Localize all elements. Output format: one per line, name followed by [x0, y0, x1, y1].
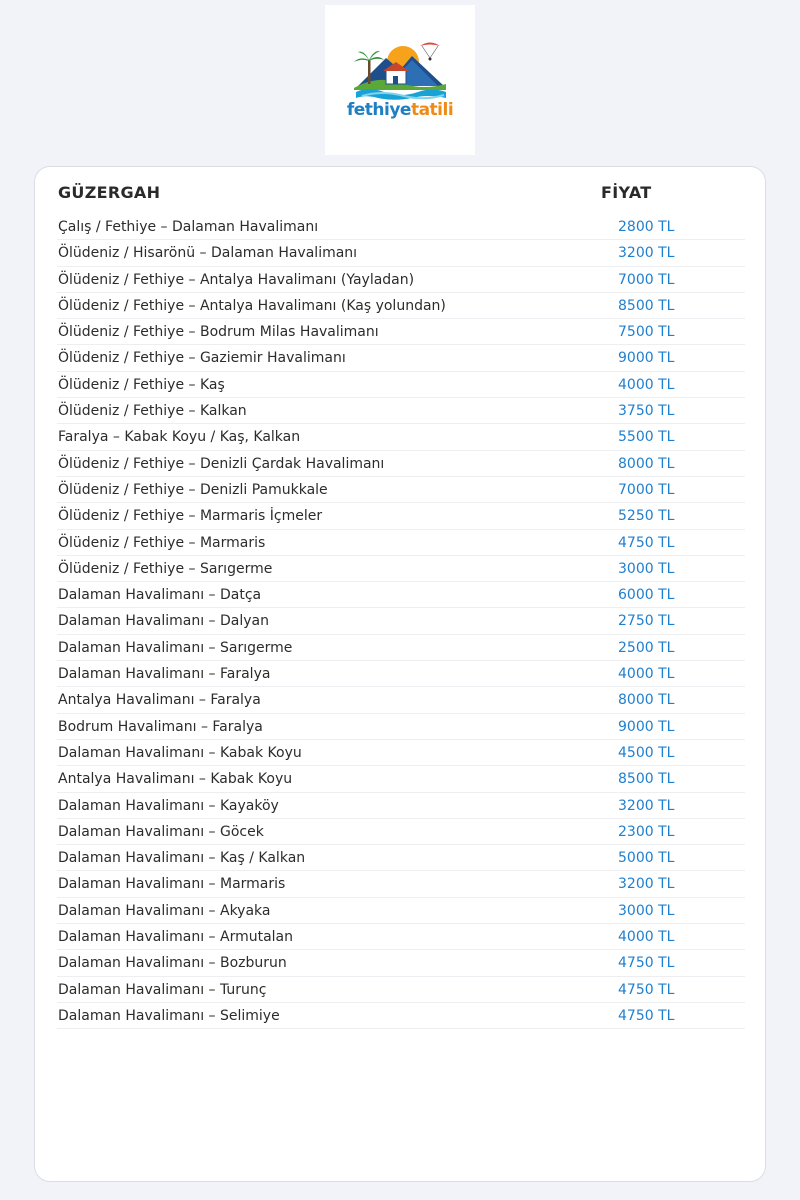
price-cell: 8000 TL — [618, 455, 675, 472]
table-row — [57, 714, 745, 740]
table-row — [57, 740, 745, 766]
brand-name — [347, 100, 453, 120]
route-cell: Ölüdeniz / Fethiye – Antalya Havalimanı (Yayladan) — [58, 271, 415, 288]
price-table-card — [34, 166, 766, 1182]
price-cell: 4500 TL — [618, 744, 675, 761]
logo[interactable] — [325, 5, 475, 155]
brand-name-part2: tatili — [410, 100, 454, 120]
price-cell: 9000 TL — [618, 718, 675, 735]
route-cell: Ölüdeniz / Fethiye – Denizli Pamukkale — [58, 481, 328, 498]
table-row — [57, 635, 745, 661]
price-cell: 4000 TL — [618, 929, 675, 946]
price-cell: 3000 TL — [618, 560, 675, 577]
table-row — [57, 530, 745, 556]
table-row — [57, 293, 745, 319]
route-cell: Dalaman Havalimanı – Marmaris — [58, 876, 286, 893]
route-cell: Ölüdeniz / Fethiye – Kaş — [58, 376, 225, 393]
route-cell: Dalaman Havalimanı – Akyaka — [58, 902, 271, 919]
route-cell: Dalaman Havalimanı – Selimiye — [58, 1007, 280, 1024]
route-cell: Ölüdeniz / Fethiye – Marmaris — [58, 534, 266, 551]
price-cell: 7500 TL — [618, 324, 675, 341]
price-cell: 3750 TL — [618, 403, 675, 420]
table-row — [57, 608, 745, 634]
price-cell: 3200 TL — [618, 876, 675, 893]
route-cell: Dalaman Havalimanı – Sarıgerme — [58, 639, 293, 656]
table-row — [57, 793, 745, 819]
price-cell: 3200 TL — [618, 245, 675, 262]
route-cell: Faralya – Kabak Koyu / Kaş, Kalkan — [58, 429, 301, 446]
table-row — [57, 819, 745, 845]
price-cell: 4750 TL — [618, 534, 675, 551]
route-cell: Ölüdeniz / Fethiye – Sarıgerme — [58, 560, 273, 577]
table-row — [57, 582, 745, 608]
route-cell: Dalaman Havalimanı – Kabak Koyu — [58, 744, 302, 761]
brand-name-part1: fethiye — [346, 100, 411, 120]
table-row — [57, 924, 745, 950]
route-cell: Antalya Havalimanı – Kabak Koyu — [58, 771, 293, 788]
price-cell: 2800 TL — [618, 219, 675, 235]
table-row — [57, 556, 745, 582]
column-header-price: FİYAT — [601, 183, 652, 202]
route-cell: Bodrum Havalimanı – Faralya — [58, 718, 263, 735]
table-row — [57, 950, 745, 976]
table-row — [57, 898, 745, 924]
price-cell: 4750 TL — [618, 981, 675, 998]
price-cell: 6000 TL — [618, 587, 675, 604]
table-row — [57, 687, 745, 713]
price-cell: 4750 TL — [618, 955, 675, 972]
price-cell: 3000 TL — [618, 902, 675, 919]
table-row — [57, 319, 745, 345]
logo-icon — [348, 40, 452, 100]
table-row — [57, 766, 745, 792]
price-cell: 7000 TL — [618, 481, 675, 498]
price-cell: 5500 TL — [618, 429, 675, 446]
table-row — [57, 398, 745, 424]
route-cell: Dalaman Havalimanı – Kaş / Kalkan — [58, 850, 306, 867]
route-cell: Dalaman Havalimanı – Bozburun — [58, 955, 287, 972]
route-cell: Dalaman Havalimanı – Datça — [58, 587, 262, 604]
route-cell: Ölüdeniz / Fethiye – Bodrum Milas Havalimanı — [58, 324, 379, 341]
table-row — [57, 451, 745, 477]
table-body — [57, 214, 745, 1029]
price-cell: 4750 TL — [618, 1007, 675, 1024]
price-cell: 4000 TL — [618, 666, 675, 683]
column-header-route: GÜZERGAH — [58, 183, 161, 202]
price-cell: 8500 TL — [618, 771, 675, 788]
route-cell: Ölüdeniz / Fethiye – Antalya Havalimanı (Kaş yolundan) — [58, 297, 446, 314]
table-row — [57, 1003, 745, 1029]
price-cell: 4000 TL — [618, 376, 675, 393]
price-cell: 9000 TL — [618, 350, 675, 367]
route-cell: Ölüdeniz / Hisarönü – Dalaman Havalimanı — [58, 245, 358, 262]
route-cell: Dalaman Havalimanı – Turunç — [58, 981, 267, 998]
route-cell: Çalış / Fethiye – Dalaman Havalimanı — [58, 219, 319, 235]
table-row — [57, 477, 745, 503]
route-cell: Dalaman Havalimanı – Göcek — [58, 823, 264, 840]
price-cell: 8500 TL — [618, 297, 675, 314]
price-cell: 2300 TL — [618, 823, 675, 840]
route-cell: Dalaman Havalimanı – Kayaköy — [58, 797, 279, 814]
route-cell: Antalya Havalimanı – Faralya — [58, 692, 261, 709]
price-cell: 3200 TL — [618, 797, 675, 814]
table-row — [57, 267, 745, 293]
route-cell: Dalaman Havalimanı – Dalyan — [58, 613, 269, 630]
table-row — [57, 661, 745, 687]
table-row — [57, 503, 745, 529]
table-row — [57, 845, 745, 871]
price-cell: 5250 TL — [618, 508, 675, 525]
table-row — [57, 345, 745, 371]
table-header — [35, 167, 765, 219]
table-row — [57, 977, 745, 1003]
route-cell: Ölüdeniz / Fethiye – Marmaris İçmeler — [58, 508, 323, 525]
price-cell: 5000 TL — [618, 850, 675, 867]
route-cell: Ölüdeniz / Fethiye – Denizli Çardak Havalimanı — [58, 455, 385, 472]
table-row — [57, 871, 745, 897]
route-cell: Dalaman Havalimanı – Faralya — [58, 666, 271, 683]
route-cell: Dalaman Havalimanı – Armutalan — [58, 929, 294, 946]
table-row — [57, 372, 745, 398]
price-cell: 2500 TL — [618, 639, 675, 656]
price-cell: 8000 TL — [618, 692, 675, 709]
table-row — [57, 240, 745, 266]
table-row — [57, 424, 745, 450]
price-cell: 2750 TL — [618, 613, 675, 630]
route-cell: Ölüdeniz / Fethiye – Kalkan — [58, 403, 247, 420]
price-cell: 7000 TL — [618, 271, 675, 288]
table-row — [57, 214, 745, 240]
route-cell: Ölüdeniz / Fethiye – Gaziemir Havalimanı — [58, 350, 346, 367]
